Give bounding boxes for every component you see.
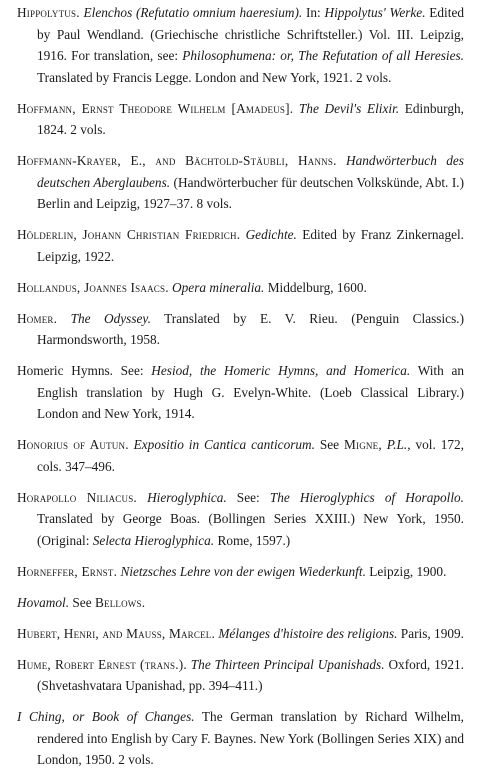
entry-title: Selecta Hieroglyphica. — [92, 532, 215, 548]
entry-title: Nietzsches Lehre von der ewigen Wiederkunft. — [120, 563, 366, 579]
bibliography-entry — [17, 654, 464, 697]
entry-title: Opera mineralia. — [172, 279, 265, 295]
entry-title: The Hieroglyphics of Horapollo. — [269, 489, 464, 505]
entry-text — [137, 490, 147, 505]
entry-text — [57, 311, 70, 326]
bibliography-entry — [17, 561, 464, 583]
entry-title: The Odyssey. — [70, 310, 151, 326]
bibliography-entry — [17, 308, 464, 351]
entry-text: Homeric Hymns. See: — [17, 363, 152, 378]
entry-author: Horapollo Niliacus. — [17, 489, 137, 505]
entry-title: Hovamol. — [17, 594, 70, 610]
bibliography-entry — [17, 150, 464, 215]
entry-title: Hieroglyphica. — [147, 489, 227, 505]
entry-text: Translated by Francis Legge. London and New York, 1921. 2 vols. — [37, 69, 392, 85]
entry-text: Leipzig, 1900. — [365, 563, 447, 579]
bibliography-entry — [17, 98, 464, 141]
entry-title: Mélanges d'histoire des religions. — [218, 625, 398, 641]
bibliography-entry — [17, 360, 464, 425]
entry-title: Elenchos (Refutatio omnium haeresium). — [83, 5, 303, 20]
entry-author: Homer. — [17, 310, 58, 326]
bibliography-entry — [17, 224, 464, 267]
entry-title: Gedichte. — [245, 227, 297, 242]
entry-text: Rome, 1597.) — [214, 532, 291, 548]
entry-text: Paris, 1909. — [397, 625, 464, 641]
entry-text: Edited by Paul Wendland. (Griechische christliche Schriftsteller.) Vol. III. Leipzig, 1916. For translation, see: — [37, 5, 465, 63]
entry-author: Hölderlin, Johann Christian Friedrich. — [17, 227, 241, 242]
entry-author: Horneffer, Ernst. — [17, 563, 118, 579]
entry-title: Philosophumena: or, The Refutation of all Heresies. — [182, 48, 464, 63]
bibliography-entry — [17, 277, 464, 299]
entry-author: Hoffmann-Krayer, E., and Bächtold-Stäubli, Hanns. — [17, 153, 337, 168]
entry-title: I Ching, or Book of Changes. — [17, 709, 195, 724]
entry-title: Hippolytus' Werke. — [324, 5, 426, 20]
entry-text: In: — [302, 5, 325, 20]
entry-text: The German translation by Richard Wilhelm, rendered into English by Cary F. Baynes. New York (Bollingen Series XIX) and London, 1950. 2 vols. — [37, 709, 464, 767]
bibliography-entry — [17, 706, 464, 771]
entry-text: See — [69, 594, 95, 610]
entry-title: The Thirteen Principal Upanishads. — [190, 656, 385, 672]
entry-text: Edinburgh, 1824. 2 vols. — [37, 100, 464, 137]
entry-author: Hubert, Henri, and Mauss, Marcel. — [17, 625, 216, 641]
entry-text: See: — [226, 489, 270, 505]
bibliography-entry — [17, 487, 464, 552]
entry-title: Handwörterbuch des deutschen Aberglaubens. — [37, 153, 464, 190]
entry-author: Hippolytus. — [17, 5, 80, 20]
entry-text: Translated by E. V. Rieu. (Penguin Classics.) Harmondsworth, 1958. — [37, 310, 464, 347]
entry-title: Hesiod, the Homeric Hymns, and Homerica. — [151, 363, 411, 378]
entry-title: Expositio in Cantica canticorum. — [133, 437, 315, 452]
bibliography-entry — [17, 2, 464, 88]
entry-author: Migne, — [344, 437, 382, 452]
entry-author: Hoffmann, Ernst Theodore Wilhelm [Amadeus]. — [17, 100, 294, 116]
bibliography-entry — [17, 434, 464, 477]
entry-text — [337, 153, 346, 168]
entry-text: (Handwörterbucher für deutschen Volkskünde, Abt. I.) Berlin and Leipzig, 1927–37. 8 vols. — [37, 174, 465, 211]
entry-author: Hume, Robert Ernest (trans.). — [17, 656, 187, 672]
entry-text: Middelburg, 1600. — [264, 279, 367, 295]
bibliography-entry — [17, 623, 464, 645]
entry-text: Oxford, 1921. (Shvetashvatara Upanishad, pp. 394–411.) — [37, 656, 464, 693]
entry-text: See — [314, 437, 345, 452]
entry-text: vol. 172, cols. 347–496. — [37, 437, 464, 474]
entry-author: Bellows. — [94, 594, 146, 610]
entry-author: Honorius of Autun. — [17, 437, 129, 452]
entry-text: With an English translation by Hugh G. Evelyn-White. (Loeb Classical Library.) London and New York, 1914. — [37, 363, 464, 421]
entry-title: The Devil's Elixir. — [298, 100, 400, 116]
entry-title: P.L., — [386, 437, 411, 452]
entry-text: Edited by Franz Zinkernagel. Leipzig, 1922. — [37, 227, 465, 264]
entry-author: Hollandus, Joannes Isaacs. — [17, 279, 169, 295]
bibliography-entry — [17, 592, 464, 614]
entry-text: Translated by George Boas. (Bollingen Series XXIII.) New York, 1950. (Original: — [37, 511, 464, 548]
